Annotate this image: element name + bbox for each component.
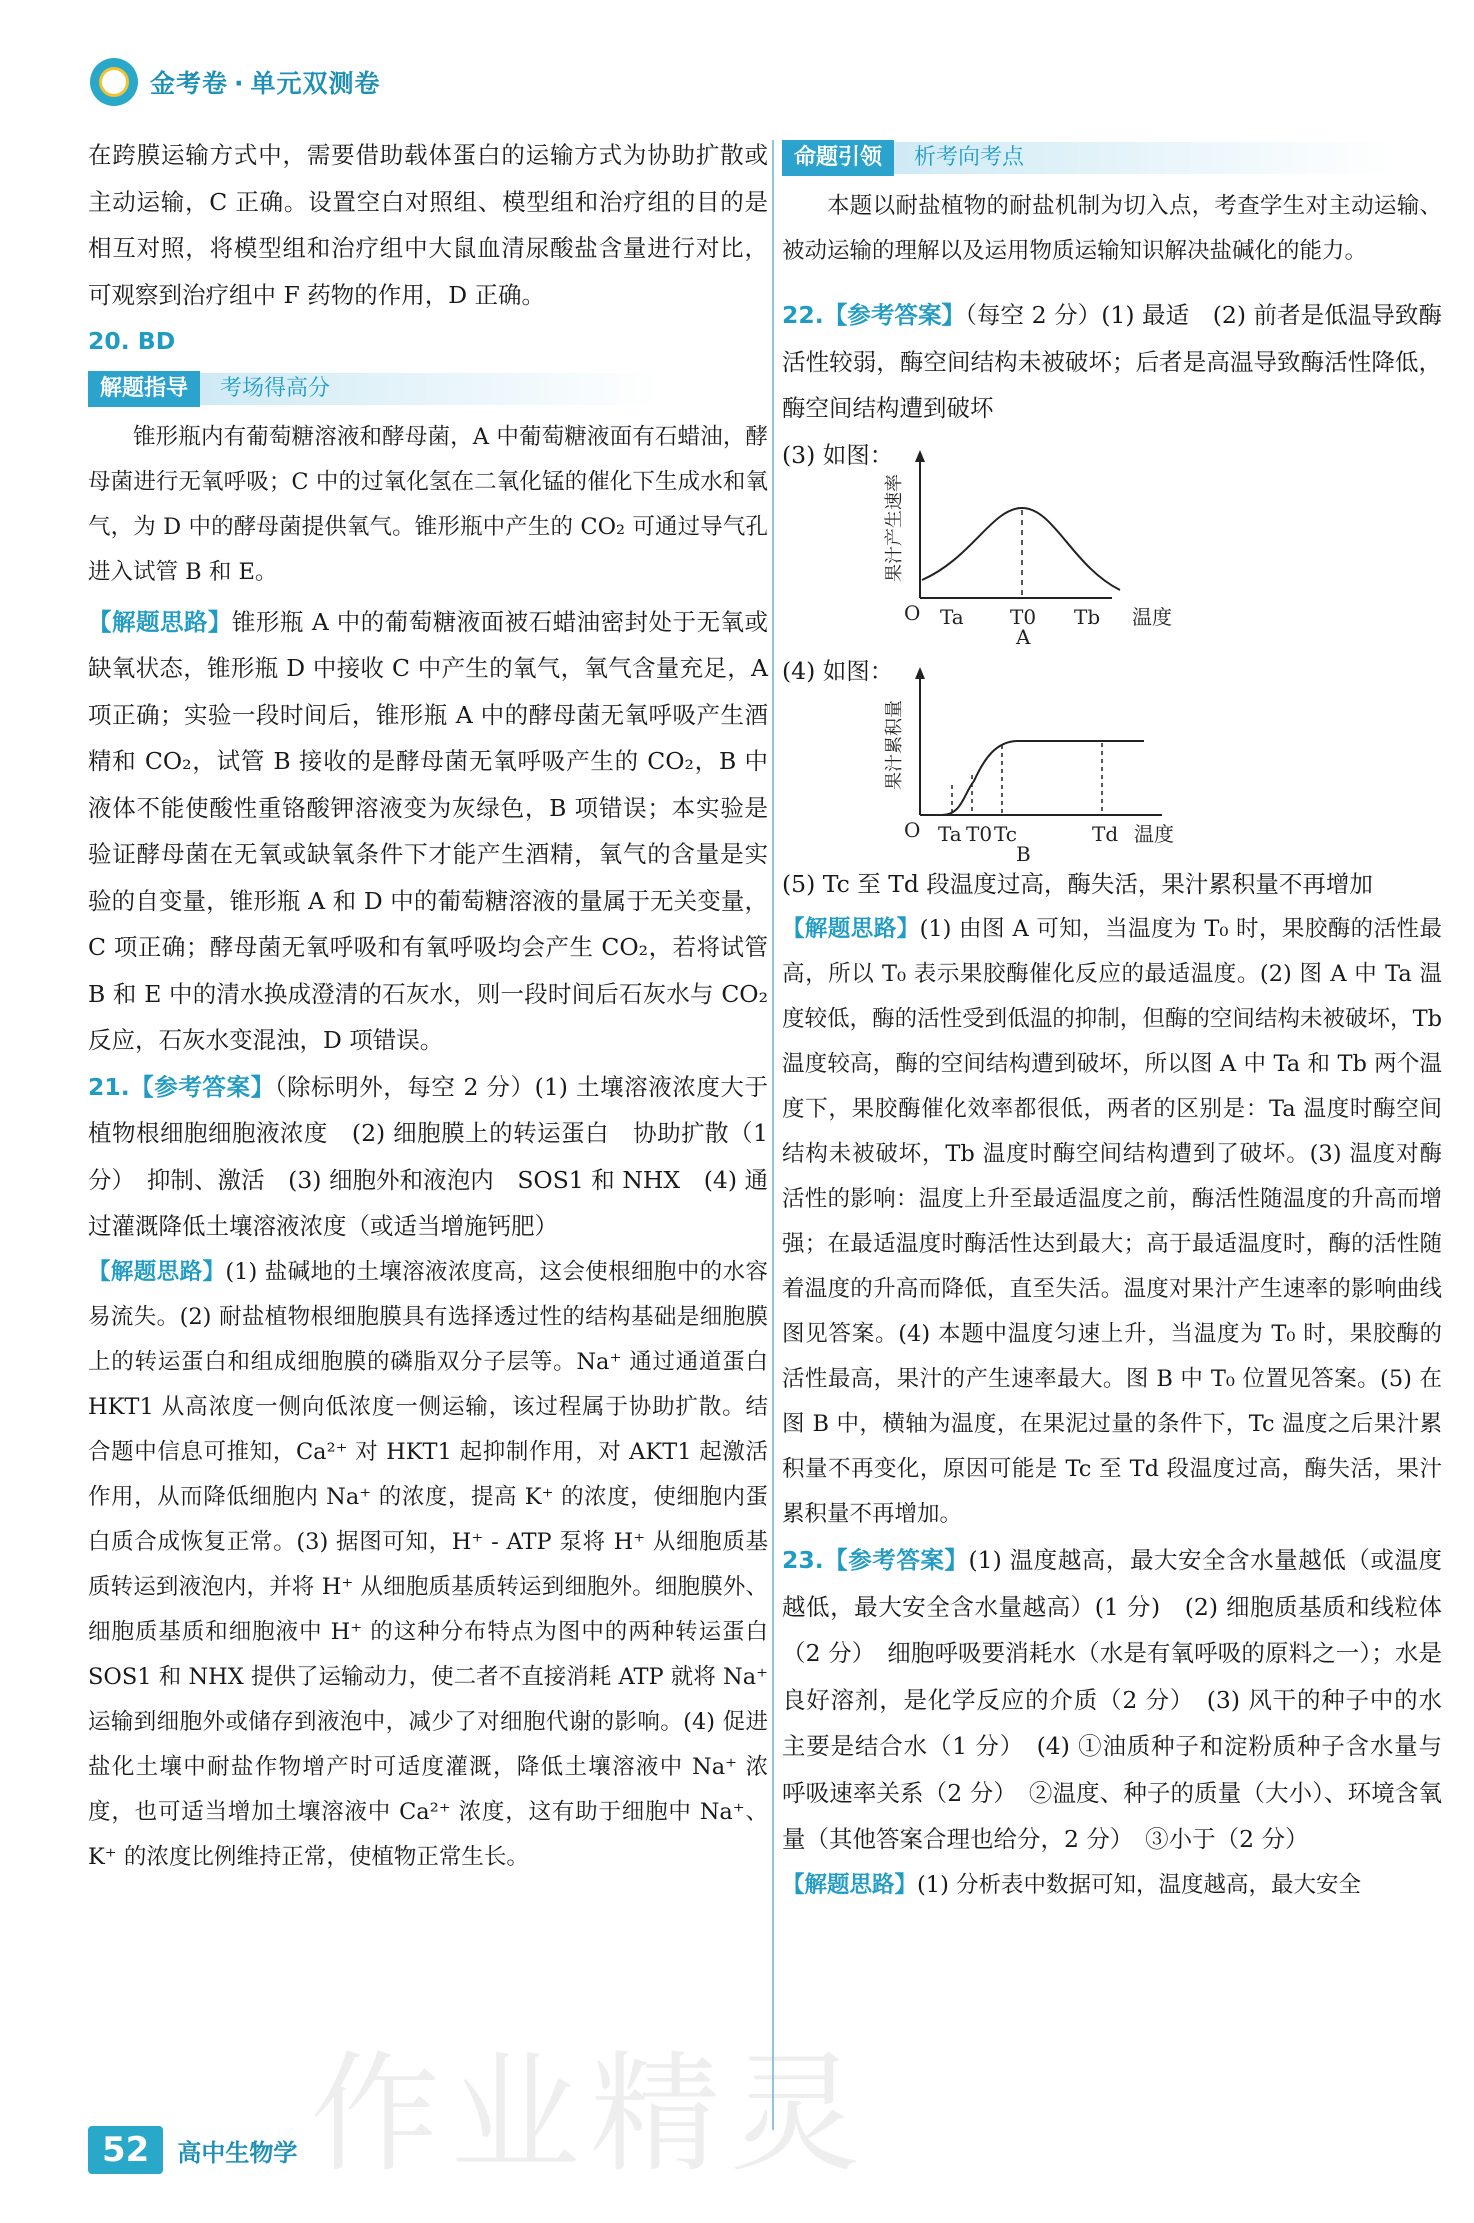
- q22-label: 22.: [782, 301, 824, 329]
- graph-b-tick-t0: T0: [966, 821, 993, 846]
- graph-a-ylabel: 果汁产生速率: [884, 474, 905, 582]
- graph-b-tick-ta: Ta: [938, 821, 962, 846]
- graph-b-tick-tc: Tc: [994, 821, 1017, 846]
- brand-logo-icon: [90, 58, 138, 106]
- guide-1-subtitle: 考场得高分: [200, 373, 660, 405]
- graph-a-tick-tb: Tb: [1074, 605, 1101, 629]
- q21-answer-text: （除标明外，每空 2 分）(1) 土壤溶液浓度大于植物根细胞细胞液浓度 (2) 细胞膜上的转运蛋白 协助扩散（1 分） 抑制、激活 (3) 细胞外和液泡内 SOS1 和 NHX (4) 通过灌溉降低土壤溶液浓度（或适当增施钙肥）: [88, 1072, 769, 1240]
- q22-answer-tag: 【参考答案】: [823, 301, 966, 329]
- q23-think-tag: 【解题思路】: [782, 1871, 918, 1898]
- guide-1-text: 锥形瓶内有葡萄糖溶液和酵母菌，A 中葡萄糖液面有石蜡油，酵母菌进行无氧呼吸；C 中的过氧化氢在二氧化锰的催化下生成水和氧气，为 D 中的酵母菌提供氧气。锥形瓶中产生的 CO₂ 可通过导气孔进入试管 B 和 E。: [88, 423, 768, 585]
- q20-label: 20. BD: [88, 327, 176, 355]
- graph-b-xlabel: 温度: [1134, 821, 1174, 846]
- brand-name: 金考卷: [150, 69, 229, 98]
- graph-b: [782, 665, 1442, 861]
- q23-label: 23.: [782, 1546, 824, 1574]
- q22-5-text: (5) Tc 至 Td 段温度过高，酶失活，果汁累积量不再增加: [782, 869, 1373, 898]
- left-column: [88, 132, 768, 1880]
- graph-a-curve: [922, 508, 1120, 590]
- graph-b-caption: B: [1016, 841, 1031, 861]
- series-name: 单元双测卷: [250, 69, 381, 98]
- page-footer: [88, 2120, 297, 2180]
- guide-banner-2: [782, 140, 1442, 176]
- q21-answer-tag: 【参考答案】: [129, 1072, 275, 1101]
- graph-b-tick-td: Td: [1092, 821, 1119, 846]
- graph-a: [782, 448, 1442, 644]
- q21-label: 21.: [88, 1072, 130, 1101]
- graph-b-curve: [922, 741, 1144, 815]
- q21-think-text: (1) 盐碱地的土壤溶液浓度高，这会使根细胞中的水容易流失。(2) 耐盐植物根细胞膜具有选择透过性的结构基础是细胞膜上的转运蛋白和组成细胞膜的磷脂双分子层等。Na⁺ 通过通道蛋白 HKT1 从高浓度一侧向低浓度一侧运输，该过程属于协助扩散。结合题中信息可推知，Ca²⁺ 对 HKT1 起抑制作用，对 AKT1 起激活作用，从而降低细胞内 Na⁺ 的浓度，提高 K⁺ 的浓度，使细胞内蛋白质合成恢复正常。(3) 据图可知，H⁺ - ATP 泵将 H⁺ 从细胞质基质转运到液泡内，并将 H⁺ 从细胞质基质转运到细胞外。细胞膜外、细胞质基质和细胞液中 H⁺ 的这种分布特点为图中的两种转运蛋白 SOS1 和 NHX 提供了运输动力，使二者不直接消耗 ATP 就将 Na⁺ 运输到细胞外或储存到液泡中，减少了对细胞代谢的影响。(4) 促进盐化土壤中耐盐作物增产时可适度灌溉，降低土壤溶液中 Na⁺ 浓度，也可适当增加土壤溶液中 Ca²⁺ 浓度，这有助于细胞中 Na⁺、K⁺ 的浓度比例维持正常，使植物正常生长。: [88, 1258, 768, 1870]
- graph-a-tick-ta: Ta: [940, 605, 964, 629]
- page-number: 52: [88, 2126, 163, 2174]
- guide-banner-1: [88, 371, 768, 407]
- graph-a-tick-t0: T0: [1010, 605, 1037, 629]
- q22-think-text: (1) 由图 A 可知，当温度为 T₀ 时，果胶酶的活性最高，所以 T₀ 表示果胶酶催化反应的最适温度。(2) 图 A 中 Ta 温度较低，酶的活性受到低温的抑制，但酶的空间结构未被破坏，Tb 温度较高，酶的空间结构遭到破坏，所以图 A 中 Ta 和 Tb 两个温度下，果胶酶催化效率都很低，两者的区别是：Ta 温度时酶空间结构未被破坏，Tb 温度时酶空间结构遭到了破坏。(3) 温度对酶活性的影响：温度上升至最适温度之前，酶活性随温度的升高而增强；在最适温度时酶活性达到最大；高于最适温度时，酶的活性随着温度的升高而降低，直至失活。温度对果汁产生速率的影响曲线图见答案。(4) 本题中温度匀速上升，当温度为 T₀ 时，果胶酶的活性最高，果汁的产生速率最大。图 B 中 T₀ 位置见答案。(5) 在图 B 中，横轴为温度，在果泥过量的条件下，Tc 温度之后果汁累积量不再变化，原因可能是 Tc 至 Td 段温度过高，酶失活，果汁累积量不再增加。: [782, 916, 1442, 1527]
- q22-answer-text: （每空 2 分）(1) 最适 (2) 前者是低温导致酶活性较弱，酶空间结构未被破坏；后者是高温导致酶活性降低，酶空间结构遭到破坏: [782, 301, 1442, 422]
- graph-b-origin: O: [904, 817, 921, 842]
- graph-a-caption: A: [1016, 625, 1031, 644]
- graph-b-ylabel: 果汁累积量: [884, 699, 905, 790]
- graph-a-origin: O: [904, 601, 921, 625]
- right-column: [782, 140, 1442, 1908]
- guide-1-title: 解题指导: [88, 371, 200, 407]
- q20-think-text: 锥形瓶 A 中的葡萄糖液面被石蜡油密封处于无氧或缺氧状态，锥形瓶 D 中接收 C 中产生的氧气，氧气含量充足，A 项正确；实验一段时间后，锥形瓶 A 中的酵母菌无氧呼吸产生酒精和 CO₂，试管 B 接收的是酵母菌无氧呼吸产生的 CO₂，B 中液体不能使酸性重铬酸钾溶液变为灰绿色，B 项错误；本实验是验证酵母菌在无氧或缺氧条件下才能产生酒精，氧气的含量是实验的自变量，锥形瓶 A 和 D 中的葡萄糖溶液的量属于无关变量，C 项正确；酵母菌无氧呼吸和有氧呼吸均会产生 CO₂，若将试管 B 和 E 中的清水换成澄清的石灰水，则一段时间后石灰水与 CO₂ 反应，石灰水变混浊，D 项错误。: [88, 607, 769, 1054]
- page-header: [90, 56, 381, 108]
- q23-answer-tag: 【参考答案】: [823, 1546, 969, 1574]
- brand-title: 金考卷 · 单元双测卷: [150, 69, 381, 98]
- q22-4-label: (4) 如图：: [782, 657, 894, 685]
- column-divider: [772, 140, 774, 2130]
- subject-label: 高中生物学: [177, 2138, 298, 2167]
- q23-think-text: (1) 分析表中数据可知，温度越高，最大安全: [917, 1871, 1362, 1898]
- q22-3-label: (3) 如图：: [782, 440, 894, 469]
- watermark: 作业精灵: [310, 2038, 871, 2190]
- guide-2-text: 本题以耐盐植物的耐盐机制为切入点，考查学生对主动运输、被动运输的理解以及运用物质运输知识解决盐碱化的能力。: [782, 193, 1442, 264]
- guide-2-title: 命题引领: [782, 140, 894, 176]
- q20-think-tag: 【解题思路】: [88, 607, 232, 636]
- q22-think-tag: 【解题思路】: [782, 916, 920, 942]
- q19-continuation: 在跨膜运输方式中，需要借助载体蛋白的运输方式为协助扩散或主动运输，C 正确。设置空白对照组、模型组和治疗组的目的是相互对照，将模型组和治疗组中大鼠血清尿酸盐含量进行对比，可观察到治疗组中 F 药物的作用，D 正确。: [88, 141, 768, 309]
- graph-a-xlabel: 温度: [1132, 605, 1172, 629]
- q23-answer-text: (1) 温度越高，最大安全含水量越低（或温度越低，最大安全含水量越高）(1 分) (2) 细胞质基质和线粒体（2 分） 细胞呼吸要消耗水（水是有氧呼吸的原料之一）；水是良好溶剂，是化学反应的介质（2 分） (3) 风干的种子中的水主要是结合水（1 分） (4) ①油质种子和淀粉质种子含水量与呼吸速率关系（2 分） ②温度、种子的质量（大小）、环境含氧量（其他答案合理也给分，2 分） ③小于（2 分）: [782, 1546, 1442, 1853]
- guide-2-subtitle: 析考向考点: [894, 142, 1394, 174]
- q21-think-tag: 【解题思路】: [88, 1258, 226, 1285]
